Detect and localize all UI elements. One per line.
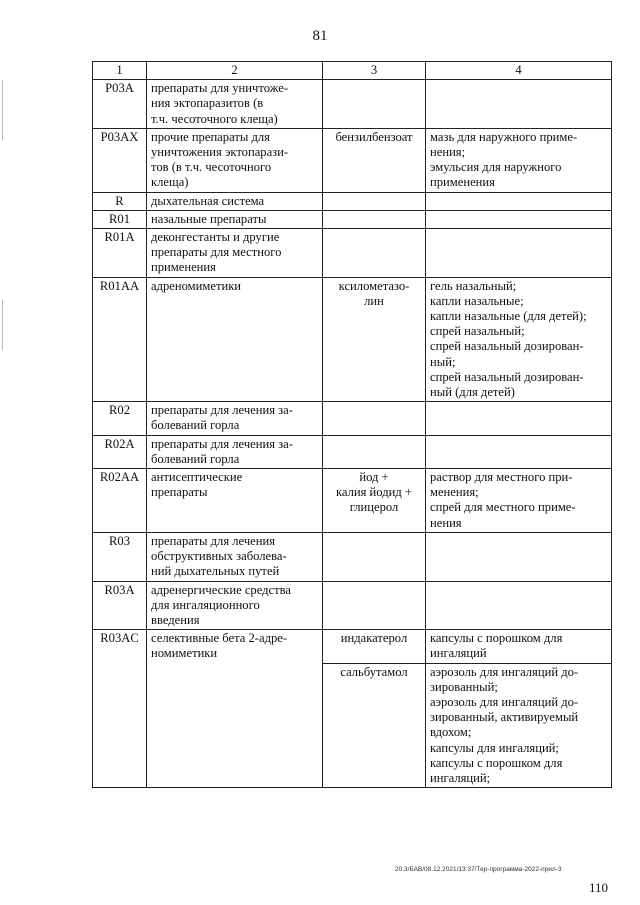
group-name-cell	[147, 128, 323, 192]
atc-code-cell: P03A	[93, 80, 147, 129]
table-row	[93, 532, 612, 581]
dosage-form-cell	[426, 532, 612, 581]
atc-code-cell: P03AX	[93, 128, 147, 192]
margin-mark	[2, 300, 3, 350]
table-row	[93, 435, 612, 468]
dosage-form-cell-line: спрей для местного приме-	[430, 500, 576, 515]
dosage-form-cell	[426, 581, 612, 630]
atc-code-cell: R03A	[93, 581, 147, 630]
dosage-form-cell-line: аэрозоль для ингаляций до-	[430, 664, 579, 679]
table-row	[93, 80, 612, 129]
dosage-form-cell-line: нения	[430, 515, 462, 530]
dosage-form-cell	[426, 402, 612, 435]
footer-note: 20.3/БАВ/08.12.2021/13:37/Тер-программа-2022-прил-3	[395, 866, 562, 873]
dosage-form-cell-line: применения	[430, 175, 495, 190]
dosage-form-cell-line: мазь для наружного приме-	[430, 129, 578, 144]
dosage-form-cell	[426, 229, 612, 278]
table-row	[93, 469, 612, 533]
group-name-cell-line: препараты для лечения за-	[151, 436, 293, 451]
table-row	[93, 192, 612, 210]
group-name-cell	[147, 192, 323, 210]
group-name-cell	[147, 229, 323, 278]
group-name-cell	[147, 210, 323, 228]
group-name-cell	[147, 435, 323, 468]
dosage-form-cell	[426, 80, 612, 129]
dosage-form-cell-line: гель назальный;	[430, 278, 517, 293]
header-cell: 3	[323, 62, 426, 80]
header-cell: 4	[426, 62, 612, 80]
dosage-form-cell	[426, 663, 612, 788]
inn-cell-line: калия йодид +	[335, 485, 413, 500]
table-row	[93, 210, 612, 228]
atc-code-cell: R01A	[93, 229, 147, 278]
atc-code-cell: R02AA	[93, 469, 147, 533]
dosage-form-cell-line: капсулы с порошком для	[430, 755, 563, 770]
group-name-cell-line: обструктивных заболева-	[151, 549, 287, 564]
dosage-form-cell-line: ингаляций	[430, 646, 487, 661]
dosage-form-cell-line: спрей назальный дозирован-	[430, 369, 584, 384]
table-row	[93, 128, 612, 192]
table-row	[93, 581, 612, 630]
group-name-cell-line: адреномиметики	[151, 278, 242, 293]
dosage-form-cell-line: эмульсия для наружного	[430, 160, 562, 175]
dosage-form-cell-line: раствор для местного при-	[430, 470, 573, 485]
inn-cell-line: бензилбензоат	[335, 129, 413, 144]
dosage-form-cell-line: капсулы с порошком для	[430, 631, 563, 646]
inn-cell	[323, 80, 426, 129]
group-name-cell-line: адренергические средства	[151, 582, 292, 597]
drug-table	[92, 61, 612, 788]
dosage-form-cell-line: спрей назальный дозирован-	[430, 339, 584, 354]
dosage-form-cell-line: зированный, активируемый	[430, 710, 579, 725]
group-name-cell-line: препараты	[151, 485, 208, 500]
inn-cell	[323, 532, 426, 581]
dosage-form-cell-line: нения;	[430, 145, 466, 160]
dosage-form-cell	[426, 210, 612, 228]
table-row	[93, 402, 612, 435]
group-name-cell-line: дыхательная система	[151, 193, 265, 208]
group-name-cell-line: клеща)	[151, 175, 189, 190]
inn-cell	[323, 402, 426, 435]
group-name-cell	[147, 277, 323, 402]
group-name-cell-line: назальные препараты	[151, 211, 267, 226]
dosage-form-cell-line: капли назальные;	[430, 293, 524, 308]
inn-cell-line: индакатерол	[340, 631, 408, 646]
inn-cell	[323, 229, 426, 278]
inn-cell-line: ксилометазо-	[338, 278, 410, 293]
inn-cell-line: глицерол	[349, 500, 399, 515]
dosage-form-cell-line: ный;	[430, 354, 456, 369]
group-name-cell-line: селективные бета 2-адре-	[151, 631, 288, 646]
group-name-cell-line: препараты для местного	[151, 245, 282, 260]
group-name-cell	[147, 630, 323, 788]
margin-mark	[2, 80, 3, 140]
dosage-form-cell-line: менения;	[430, 485, 479, 500]
group-name-cell-line: тов (в т.ч. чесоточного	[151, 160, 272, 175]
dosage-form-cell-line: зированный;	[430, 679, 498, 694]
group-name-cell-line: препараты для лечения	[151, 533, 276, 548]
inn-cell	[323, 128, 426, 192]
group-name-cell	[147, 402, 323, 435]
atc-code-cell: R03AC	[93, 630, 147, 788]
inn-cell-line: йод +	[359, 470, 389, 485]
table-row	[93, 229, 612, 278]
group-name-cell-line: ний дыхательных путей	[151, 564, 280, 579]
dosage-form-cell-line: ингаляций;	[430, 770, 491, 785]
group-name-cell-line: болеваний горла	[151, 451, 240, 466]
inn-cell	[323, 663, 426, 788]
group-name-cell-line: препараты для уничтоже-	[151, 81, 289, 96]
group-name-cell	[147, 80, 323, 129]
group-name-cell-line: для ингаляционного	[151, 597, 260, 612]
dosage-form-cell-line: ный (для детей)	[430, 385, 515, 400]
inn-cell	[323, 469, 426, 533]
inn-cell	[323, 581, 426, 630]
table-row	[93, 630, 612, 663]
dosage-form-cell	[426, 469, 612, 533]
inn-cell	[323, 435, 426, 468]
atc-code-cell: R	[93, 192, 147, 210]
group-name-cell-line: т.ч. чесоточного клеща)	[151, 111, 278, 126]
dosage-form-cell-line: аэрозоль для ингаляций до-	[430, 694, 579, 709]
atc-code-cell: R03	[93, 532, 147, 581]
inn-cell	[323, 630, 426, 663]
dosage-form-cell-line: спрей назальный;	[430, 324, 525, 339]
group-name-cell-line: прочие препараты для	[151, 129, 270, 144]
inn-cell-line: лин	[364, 293, 384, 308]
dosage-form-cell-line: капсулы для ингаляций;	[430, 740, 559, 755]
dosage-form-cell	[426, 128, 612, 192]
group-name-cell-line: болеваний горла	[151, 418, 240, 433]
inn-cell	[323, 210, 426, 228]
group-name-cell-line: деконгестанты и другие	[151, 230, 280, 245]
page-number: 81	[312, 28, 328, 44]
dosage-form-cell	[426, 435, 612, 468]
inn-cell	[323, 192, 426, 210]
table-row	[93, 277, 612, 402]
atc-code-cell: R02	[93, 402, 147, 435]
group-name-cell-line: номиметики	[151, 646, 218, 661]
atc-code-cell: R02A	[93, 435, 147, 468]
footer-page-number: 110	[589, 880, 609, 895]
atc-code-cell: R01	[93, 210, 147, 228]
group-name-cell-line: применения	[151, 260, 216, 275]
group-name-cell-line: антисептические	[151, 470, 243, 485]
group-name-cell	[147, 532, 323, 581]
inn-cell-line: сальбутамол	[340, 664, 408, 679]
header-cell: 2	[147, 62, 323, 80]
dosage-form-cell	[426, 192, 612, 210]
table-header-row	[93, 62, 612, 80]
dosage-form-cell	[426, 630, 612, 663]
group-name-cell-line: уничтожения эктопарази-	[151, 145, 289, 160]
header-cell: 1	[93, 62, 147, 80]
group-name-cell	[147, 581, 323, 630]
dosage-form-cell	[426, 277, 612, 402]
group-name-cell-line: препараты для лечения за-	[151, 403, 293, 418]
group-name-cell-line: введения	[151, 612, 200, 627]
dosage-form-cell-line: капли назальные (для детей);	[430, 309, 587, 324]
atc-code-cell: R01AA	[93, 277, 147, 402]
group-name-cell	[147, 469, 323, 533]
group-name-cell-line: ния эктопаразитов (в	[151, 96, 264, 111]
inn-cell	[323, 277, 426, 402]
dosage-form-cell-line: вдохом;	[430, 725, 472, 740]
